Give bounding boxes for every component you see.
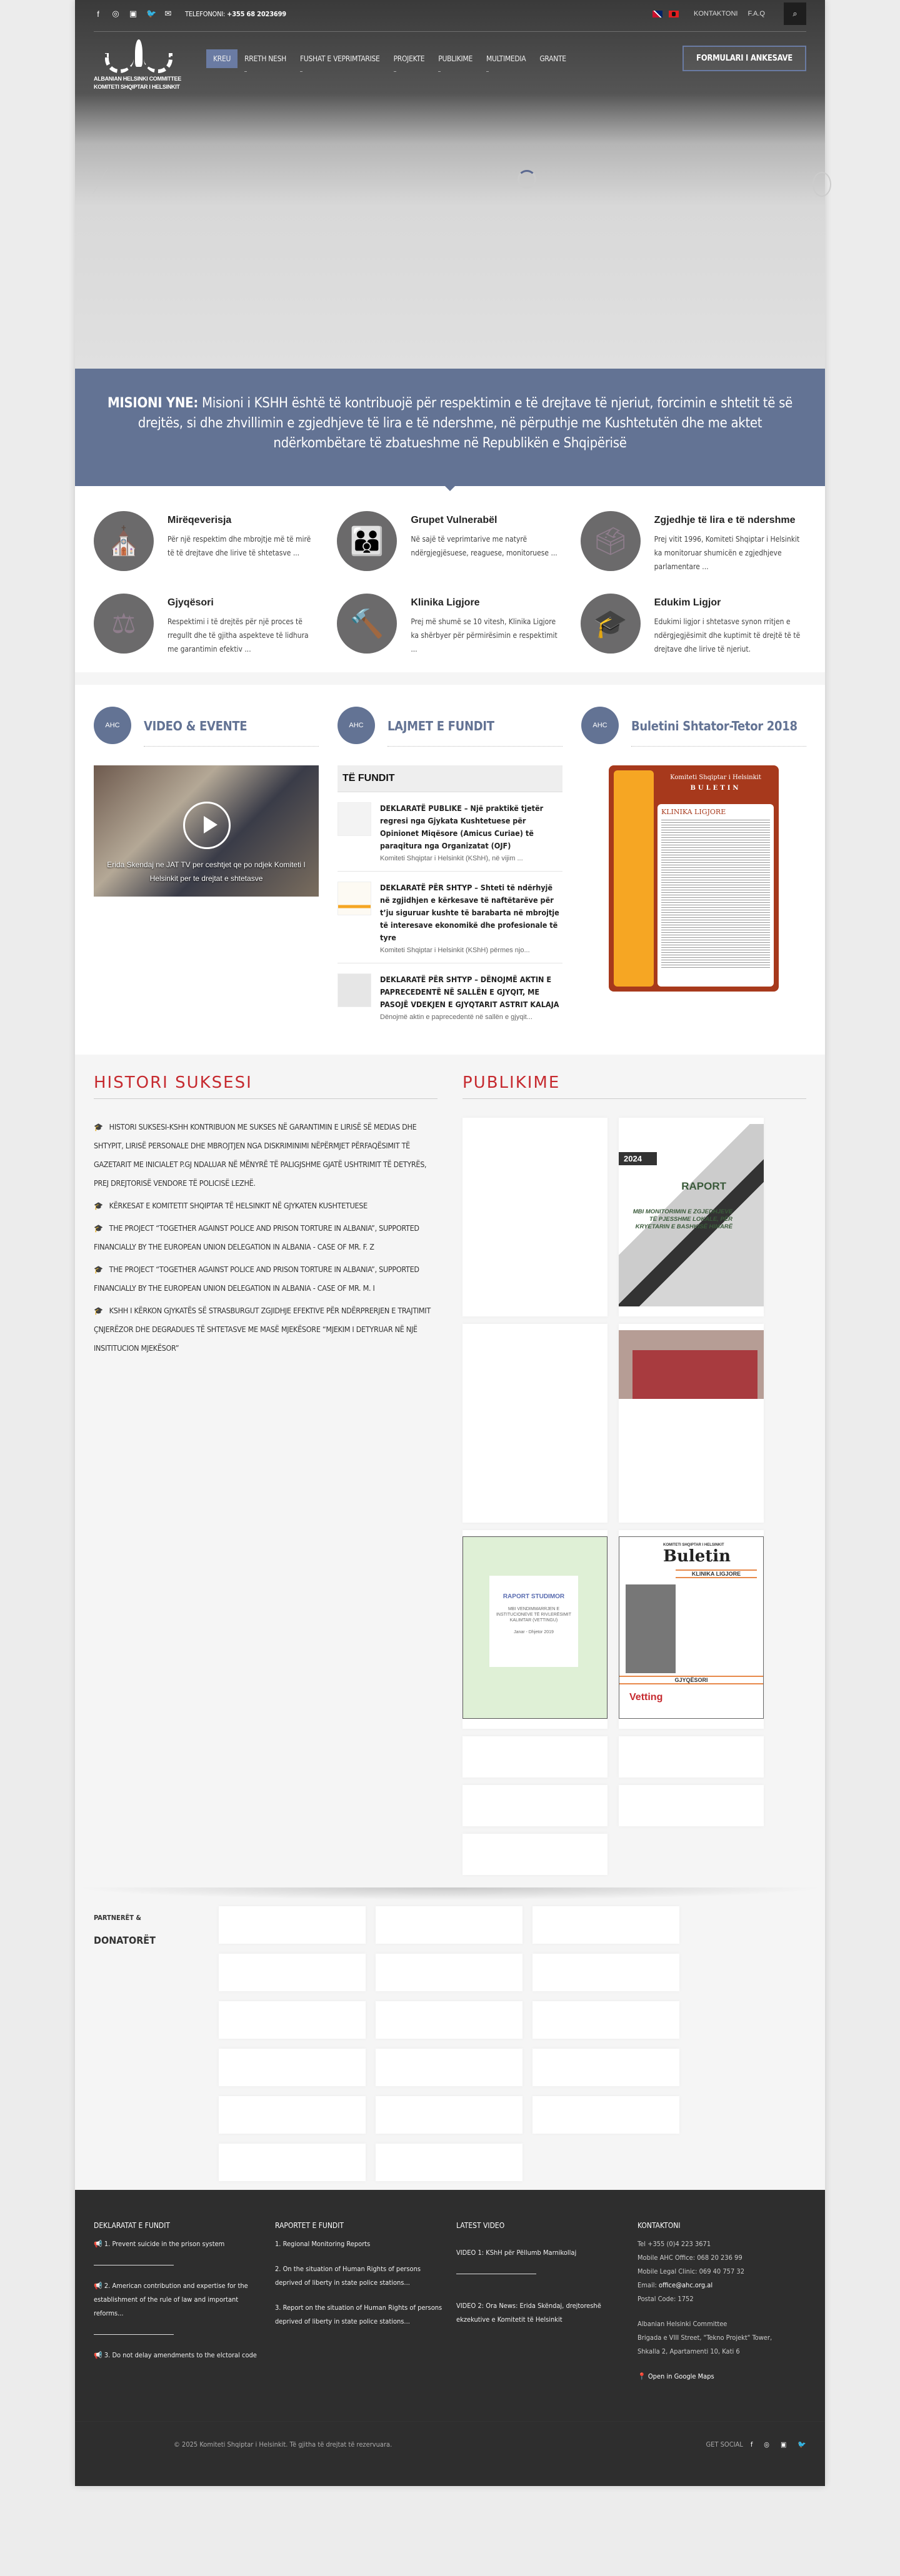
success-item[interactable]: 🎓 THE PROJECT “TOGETHER AGAINST POLICE AND PRISON TORTURE IN ALBANIA”, SUPPORTED FINANCIALLY BY THE EUROPEAN UNION DELEGATION IN ALBANIA - CASE OF MR. F. Z bbox=[94, 1223, 419, 1251]
ballot-box-icon: 🗳 bbox=[581, 511, 641, 571]
flag-albania-icon[interactable] bbox=[669, 11, 679, 17]
report-link[interactable]: 2. On the situation of Human Rights of persons deprived of liberty in state police stations... bbox=[275, 2265, 421, 2287]
graduation-cap-icon: 🎓 bbox=[94, 1306, 103, 1315]
publication-cover bbox=[462, 1124, 608, 1306]
family-icon: 👪 bbox=[337, 511, 397, 571]
youtube-icon[interactable]: ▣ bbox=[780, 2440, 787, 2449]
publication-card[interactable] bbox=[462, 1785, 608, 1826]
news-thumbnail[interactable] bbox=[338, 802, 371, 836]
mission-label: MISIONI YNE: bbox=[107, 395, 199, 411]
footer-contact: KONTAKTONI Tel +355 (0)4 223 3671 Mobile AHC Office: 068 20 236 99 Mobile Legal Clinic: 069 40 757 32 Email: office@ahc.org.al Postal Code: 1752 Albanian Helsinki Committee Brigada e VIII Street, "Tekno Projekt" Tower, Shkalla 2, Apartamenti 10, Kati 6 📍 Open in Google Maps bbox=[638, 2221, 806, 2384]
news-thumbnail[interactable] bbox=[338, 973, 371, 1007]
google-maps-link[interactable]: 📍 Open in Google Maps bbox=[638, 2372, 714, 2380]
mission-banner bbox=[75, 369, 825, 486]
mail-icon[interactable]: ✉ bbox=[164, 9, 172, 18]
graduation-cap-icon: 🎓 bbox=[94, 1224, 103, 1233]
publication-card[interactable] bbox=[619, 1736, 764, 1778]
top-bar bbox=[75, 0, 825, 27]
donors-label: DONATORËT bbox=[94, 1934, 156, 1946]
video-link[interactable]: VIDEO 1: KShH për Pëllumb Marnikollaj bbox=[456, 2249, 577, 2257]
partner-logo[interactable] bbox=[219, 1906, 366, 1944]
declaration-link[interactable]: 📢 1. Prevent suicide in the prison system bbox=[94, 2240, 225, 2248]
partner-logo[interactable] bbox=[376, 1954, 522, 1991]
partner-logo[interactable] bbox=[376, 2096, 522, 2134]
success-title: HISTORI SUKSESI bbox=[94, 1073, 438, 1099]
nav-item-kreu[interactable]: KREU bbox=[206, 49, 238, 68]
feature-free-elections[interactable]: 🗳 Zgjedhje të lira e të ndershme Prej vitit 1996, Komiteti Shqiptar i Helsinkit ka monitoruar shumicën e zgjedhjeve parlamentare ... bbox=[581, 511, 806, 574]
section-shadow-divider bbox=[75, 1887, 825, 1900]
video-player[interactable] bbox=[94, 765, 319, 897]
instagram-icon[interactable]: ◎ bbox=[112, 9, 119, 18]
publication-cover bbox=[462, 1330, 608, 1513]
ahc-badge: AHC bbox=[94, 707, 131, 744]
publication-cover: RAPORT STUDIMOR MBI VENDIMMARRJEN E INSTITUCIONEVE TË RIVLERËSIMIT KALIMTAR (VETTINGU) Janar - Dhjetor 2019 bbox=[462, 1536, 608, 1719]
video-link[interactable]: VIDEO 2: Ora News: Erida Skëndaj, drejtoreshë ekzekutive e Komitetit të Helsinkit bbox=[456, 2302, 601, 2324]
partner-logo[interactable] bbox=[532, 2096, 679, 2134]
publication-cover bbox=[619, 1330, 764, 1399]
partner-logo[interactable] bbox=[532, 1954, 679, 1991]
publication-card[interactable] bbox=[462, 1324, 608, 1523]
news-item[interactable]: DEKLARATË PËR SHTYP – DËNOJMË AKTIN E PAPRECEDENTË NË SALLËN E GJYQIT, ME PASOJË VDEKJEN E GJYQTARIT ASTRIT KALAJA Dënojmë aktin e paprecedentë në sallën e gjyqit... bbox=[338, 963, 562, 1030]
social-links bbox=[94, 9, 172, 19]
success-and-publications bbox=[75, 1055, 825, 1887]
publication-card[interactable] bbox=[619, 1118, 764, 1316]
facebook-icon[interactable]: f bbox=[750, 2440, 753, 2449]
facebook-icon[interactable]: f bbox=[97, 9, 99, 19]
nav-item-multimedia[interactable]: MULTIMEDIA bbox=[479, 49, 532, 68]
contact-link[interactable]: KONTAKTONI bbox=[693, 10, 738, 17]
bulletin-cover-image[interactable]: Komiteti Shqiptar i Helsinkit BULETIN KLINIKA LIGJORE bbox=[609, 765, 779, 992]
feature-legal-clinic[interactable]: 🔨 Klinika Ligjore Prej më shumë se 10 vitesh, Klinika Ligjore ka shërbyer për përmirësimin e respektimit ... bbox=[337, 594, 562, 656]
footer-bottom bbox=[75, 2421, 825, 2486]
partner-logo[interactable] bbox=[532, 1906, 679, 1944]
top-right bbox=[652, 2, 806, 25]
slider-next-icon[interactable] bbox=[812, 172, 831, 197]
footer-social: GET SOCIAL f ◎ ▣ 🐦 bbox=[706, 2440, 806, 2449]
publication-cover: KOMITETI SHQIPTAR I HELSINKIT Buletin KLINIKA LIGJORE GJYQËSORI Vetting bbox=[619, 1536, 764, 1719]
footer-declarations: DEKLARATAT E FUNDIT 📢 1. Prevent suicide in the prison system 📢 2. American contribution and expertise for the establishment of the rule of law and important reforms... 📢 3. Do not delay amendments to the elctoral code bbox=[94, 2221, 262, 2384]
logo-text-sq: KOMITETI SHQIPTAR I HELSINKIT bbox=[94, 84, 180, 90]
graduation-cap-icon: 🎓 bbox=[581, 594, 641, 654]
success-item[interactable]: 🎓 KSHH I KËRKON GJYKATËS SË STRASBURGUT ZGJIDHJE EFEKTIVE PËR NDËRPRERJEN E TRAJTIMIT ÇNJERËZOR DHE DEGRADUES TË SHTETASVE ME MASË MJEKËSORE “MJEKIM I DETYRUAR NË NJË INSITITUCION MJEKËSOR” bbox=[94, 1306, 431, 1353]
feature-good-governance[interactable]: ⛪ Mirëqeverisja Për një respektim dhe mbrojtje më të mirë të të drejtave dhe lirive të shtetasve ... bbox=[94, 511, 319, 574]
feature-legal-education[interactable]: 🎓 Edukim Ligjor Edukimi ligjor i shtetasve synon rritjen e ndërgjegjësimit dhe kuptimit të drejtë të të drejtave dhe lirive të njeriut. bbox=[581, 594, 806, 656]
play-icon[interactable] bbox=[183, 802, 231, 849]
publications bbox=[462, 1073, 806, 1875]
success-item[interactable]: 🎓 HISTORI SUKSESI-KSHH KONTRIBUON ME SUKSES NË GARANTIMIN E LIRISË SË MEDIAS DHE SHTYPIT, LIRISË PERSONALE DHE MBROJTJEN NGA DISKRIMINIMI NËPËRMJET PËRFAQËSIMIT TË GAZETARIT ME INICIALET P.GJ NDALUAR NË MËNYRË TË PALIGJSHME GJATË USHTRIMIT TË DETYRËS, PREJ DREJTORISË VENDORE TË POLICISË LEZHË. bbox=[94, 1122, 427, 1188]
hero-header bbox=[75, 0, 825, 369]
partner-logo[interactable] bbox=[219, 2049, 366, 2086]
partner-logo[interactable] bbox=[219, 2001, 366, 2039]
publication-card[interactable] bbox=[462, 1736, 608, 1778]
footer-reports: RAPORTET E FUNDIT 1. Regional Monitoring Reports 2. On the situation of Human Rights of persons deprived of liberty in state police stations... 3. Report on the situation of Human Rights of persons deprived of liberty in state police stations... bbox=[275, 2221, 444, 2384]
news-subhead: TË FUNDIT bbox=[338, 765, 562, 792]
search-icon: ⌕ bbox=[792, 9, 798, 18]
crowd-icon: ⛪ bbox=[94, 511, 154, 571]
media-news-bulletin bbox=[75, 685, 825, 1055]
logo[interactable] bbox=[94, 39, 200, 91]
map-pin-icon: 📍 bbox=[638, 2372, 646, 2380]
declaration-link[interactable]: 📢 3. Do not delay amendments to the elctoral code bbox=[94, 2351, 257, 2359]
latest-news-column bbox=[338, 704, 562, 1030]
complaint-form-button[interactable]: FORMULARI I ANKESAVE bbox=[682, 46, 806, 71]
graduation-cap-icon: 🎓 bbox=[94, 1123, 103, 1131]
publication-card[interactable] bbox=[619, 1530, 764, 1729]
torch-logo-icon bbox=[101, 39, 176, 74]
partner-logo[interactable] bbox=[376, 2001, 522, 2039]
focus-areas bbox=[75, 486, 825, 672]
partner-logo-grid bbox=[219, 1906, 679, 2181]
slider-prev-arrow-icon[interactable] bbox=[92, 169, 126, 194]
loading-spinner-icon bbox=[518, 170, 536, 189]
graduation-cap-icon: 🎓 bbox=[94, 1265, 103, 1274]
footer-videos: LATEST VIDEO VIDEO 1: KShH për Pëllumb Marnikollaj VIDEO 2: Ora News: Erida Skëndaj, drejtoreshë ekzekutive e Komitetit të Helsinkit bbox=[456, 2221, 625, 2384]
video-events-title[interactable]: VIDEO & EVENTE bbox=[144, 712, 319, 747]
partner-logo[interactable] bbox=[376, 1906, 522, 1944]
bulletin-column bbox=[581, 704, 806, 1030]
nav-item-rreth-nesh[interactable]: RRETH NESH bbox=[238, 49, 293, 68]
mission-text: Misioni i KSHH është të kontribuojë për respektimin e të drejtave të njeriut, forcimin e shtetit të së drejtës, si dhe zhvillimin e zgjedhjeve të lira e të ndershme, në përputhje me Kushtetutën dhe me aktet ndërkombëtare të zbatueshme në Republikën e Shqipërisë bbox=[138, 395, 793, 451]
report-link[interactable]: 3. Report on the situation of Human Rights of persons deprived of liberty in state police stations... bbox=[275, 2304, 442, 2325]
feature-vulnerable-groups[interactable]: 👪 Grupet Vulnerabël Në sajë të veprimtarive me natyrë ndërgjegjësuese, reaguese, monitoruese ... bbox=[337, 511, 562, 574]
footer bbox=[75, 2190, 825, 2421]
news-thumbnail[interactable] bbox=[338, 882, 371, 915]
publication-card[interactable] bbox=[462, 1530, 608, 1729]
faq-link[interactable]: F.A.Q bbox=[748, 10, 765, 17]
publication-card[interactable] bbox=[462, 1118, 608, 1316]
partner-logo[interactable] bbox=[532, 2049, 679, 2086]
gavel-icon: 🔨 bbox=[337, 594, 397, 654]
nav-item-publikime[interactable]: PUBLIKIME bbox=[431, 49, 479, 68]
success-stories bbox=[94, 1073, 438, 1875]
video-events-column bbox=[94, 704, 319, 1030]
copyright: © 2025 Komiteti Shqiptar i Helsinkit. Të gjitha të drejtat të rezervuara. bbox=[174, 2440, 392, 2449]
publication-card[interactable] bbox=[462, 1834, 608, 1875]
nav-item-grante[interactable]: GRANTE bbox=[539, 54, 566, 63]
partner-logo[interactable] bbox=[219, 1954, 366, 1991]
scales-icon: ⚖ bbox=[94, 594, 154, 654]
megaphone-icon: 📢 bbox=[94, 2282, 102, 2290]
flag-uk-icon[interactable] bbox=[652, 11, 662, 17]
page bbox=[75, 0, 825, 2486]
instagram-icon[interactable]: ◎ bbox=[764, 2440, 769, 2449]
partner-logo[interactable] bbox=[376, 2144, 522, 2181]
publications-title: PUBLIKIME bbox=[462, 1073, 806, 1099]
latest-news-title[interactable]: LAJMET E FUNDIT bbox=[388, 712, 562, 747]
success-item[interactable]: 🎓 THE PROJECT “TOGETHER AGAINST POLICE AND PRISON TORTURE IN ALBANIA”, SUPPORTED FINANCIALLY BY THE EUROPEAN UNION DELEGATION IN ALBANIA - CASE OF MR. M. I bbox=[94, 1265, 419, 1293]
nav-row bbox=[75, 32, 825, 91]
nav-item-fushat[interactable]: FUSHAT E VEPRIMTARISE bbox=[293, 49, 387, 68]
publication-cover: 2024 RAPORT MBI MONITORIMIN E ZGJEDHJEVE TË PJESSHME LOKALE, PËR KRYETARIN E BASHKISË HIMARË bbox=[619, 1124, 764, 1306]
report-link[interactable]: 1. Regional Monitoring Reports bbox=[275, 2240, 371, 2248]
publication-card[interactable] bbox=[619, 1785, 764, 1826]
publication-card[interactable] bbox=[619, 1324, 764, 1523]
partners-label: PARTNERËT & bbox=[94, 1914, 142, 1922]
nav-item-projekte[interactable]: PROJEKTE bbox=[387, 49, 432, 68]
ahc-badge: AHC bbox=[338, 707, 375, 744]
partner-logo[interactable] bbox=[219, 2096, 366, 2134]
main-nav bbox=[206, 49, 573, 68]
news-item[interactable]: DEKLARATË PËR SHTYP – Shteti të ndërhyjë në zgjidhjen e kërkesave të naftëtarëve për t’ju siguruar kushte të barabarta në mbrojtje të interesave ekonomikë dhe profesionale të tyre Komiteti Shqiptar i Helsinkit (KShH) përmes njo... bbox=[338, 872, 562, 963]
graduation-cap-icon: 🎓 bbox=[94, 1201, 103, 1210]
megaphone-icon: 📢 bbox=[94, 2351, 102, 2359]
search-button[interactable] bbox=[784, 2, 806, 25]
phone-info: TELEFONONI: +355 68 2023699 bbox=[185, 9, 286, 18]
partner-logo[interactable] bbox=[532, 2001, 679, 2039]
email-link[interactable]: office@ahc.org.al bbox=[658, 2281, 713, 2289]
youtube-icon[interactable]: ▣ bbox=[129, 9, 138, 18]
bulletin-title[interactable]: Buletini Shtator-Tetor 2018 bbox=[631, 712, 806, 747]
news-item[interactable]: DEKLARATË PUBLIKE – Një praktikë tjetër regresi nga Gjykata Kushtetuese për Opinionet Miqësore (Amicus Curiae) të paraqitura nga Organizatat (OJF) Komiteti Shqiptar i Helsinkit (KShH), në vijim ... bbox=[338, 792, 562, 872]
twitter-icon[interactable]: 🐦 bbox=[146, 9, 157, 18]
success-item[interactable]: 🎓 KËRKESAT E KOMITETIT SHQIPTAR TË HELSINKIT NË GJYKATEN KUSHTETUESE bbox=[94, 1201, 368, 1210]
phone-number[interactable]: +355 68 2023699 bbox=[227, 9, 286, 18]
feature-judiciary[interactable]: ⚖ Gjyqësori Respektimi i të drejtës për një proces të rregullt dhe të gjitha aspekteve të lidhura me garantimin efektiv ... bbox=[94, 594, 319, 656]
partners-donors bbox=[75, 1900, 825, 2190]
twitter-icon[interactable]: 🐦 bbox=[798, 2440, 806, 2449]
logo-text-en: ALBANIAN HELSINKI COMMITTEE bbox=[94, 76, 181, 82]
partner-logo[interactable] bbox=[376, 2049, 522, 2086]
ahc-badge: AHC bbox=[581, 707, 619, 744]
megaphone-icon: 📢 bbox=[94, 2240, 102, 2248]
partner-logo[interactable] bbox=[219, 2144, 366, 2181]
declaration-link[interactable]: 📢 2. American contribution and expertise for the establishment of the rule of law and important reforms... bbox=[94, 2282, 248, 2317]
video-caption: Erida Skendaj ne JAT TV per ceshtjet qe po ndjek Komiteti I Helsinkit per te drejtat e shtetasve bbox=[107, 860, 306, 883]
